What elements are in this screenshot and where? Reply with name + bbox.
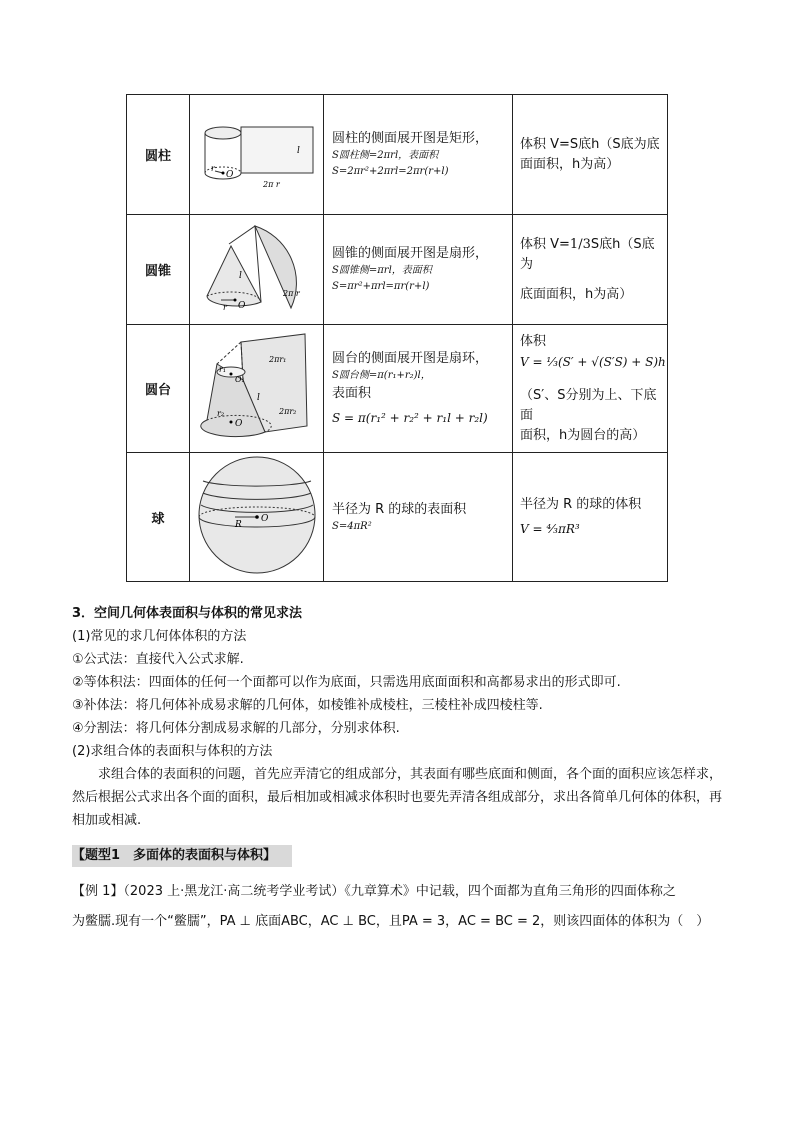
table-row-frustum [127, 325, 668, 453]
svg-text:R: R [234, 520, 242, 530]
svg-text:r₂: r₂ [216, 408, 224, 418]
table-row-cylinder [127, 95, 668, 215]
svg-text:2πr₁: 2πr₁ [268, 354, 286, 364]
solid-name: 圆台 [127, 325, 190, 453]
svg-text:r: r [222, 302, 227, 312]
method-item: ①公式法：直接代入公式求解. [72, 652, 244, 667]
solid-name: 圆锥 [127, 215, 190, 325]
cylinder-figure [190, 95, 324, 215]
paragraph: 求组合体的表面积的问题，首先应弄清它的组成部分，其表面有哪些底面和侧面，各个面的面积应该怎样求，然后根据公式求出各个面的面积，最后相加或相减求体积时也要先弄清各组成部分，求出各简单几何体的体积，再相加或相减. [72, 767, 723, 828]
table-row-cone [127, 215, 668, 325]
section-3 [72, 602, 727, 832]
svg-text:l: l [256, 392, 260, 403]
example-line: 为鳖臑.现有一个“鳖臑”，PA ⊥ 底面ABC，AC ⊥ BC，且PA = 3，AC = BC = 2，则该四面体的体积为（ ） [72, 914, 710, 929]
sphere-figure [190, 453, 324, 582]
surface-area-cell: 半径为 R 的球的表面积 S=4πR² [324, 453, 513, 582]
section-banner: 【题型1 多面体的表面积与体积】 [72, 845, 292, 867]
frustum-figure [190, 325, 324, 453]
solid-name: 球 [127, 453, 190, 582]
table-row-sphere [127, 453, 668, 582]
surface-area-cell: 圆锥的侧面展开图是扇形， S圆锥侧=πrl，表面积 S=πr²+πrl=πr(r+l) [324, 215, 513, 325]
svg-text:r: r [210, 163, 215, 173]
volume-cell: 体积 V=1/3S底h（S底为 底面面积，h为高） [513, 215, 668, 325]
svg-text:O: O [234, 418, 242, 429]
surface-area-cell: 圆柱的侧面展开图是矩形， S圆柱侧=2πrl，表面积 S=2πr²+2πrl=2πr(r+l) [324, 95, 513, 215]
volume-cell: 体积 V=S底h（S底为底面面积，h为高） [513, 95, 668, 215]
svg-text:O: O [237, 300, 245, 311]
svg-text:l: l [238, 270, 242, 281]
svg-text:r₁: r₁ [218, 364, 226, 374]
volume-cell: 体积 V = ⅓(S′ + √(S′S) + S)h （S′、S分别为上、下底面 面积，h为圆台的高） [513, 325, 668, 453]
section-title: 3．空间几何体表面积与体积的常见求法 [72, 606, 303, 621]
svg-text:O₁: O₁ [234, 374, 245, 384]
method-item: ②等体积法：四面体的任何一个面都可以作为底面，只需选用底面面积和高都易求出的形式即可. [72, 675, 621, 690]
surface-area-cell: 圆台的侧面展开图是扇环， S圆台侧=π(r₁+r₂)l， 表面积 S = π(r₁² + r₂² + r₁l + r₂l) [324, 325, 513, 453]
example-1 [72, 877, 727, 937]
subheading-2: (2)求组合体的表面积与体积的方法 [72, 744, 273, 759]
cone-figure [190, 215, 324, 325]
example-line: 【例 1】（2023 上·黑龙江·高二统考学业考试）《九章算术》中记载，四个面都为直角三角形的四面体称之 [72, 884, 676, 899]
svg-text:O: O [225, 169, 233, 180]
label-l: l [296, 145, 300, 156]
method-item: ③补体法：将几何体补成易求解的几何体，如棱锥补成棱柱，三棱柱补成四棱柱等. [72, 698, 543, 713]
svg-text:O: O [260, 514, 268, 524]
svg-text:2πr₂: 2πr₂ [278, 406, 296, 416]
formula-table [126, 94, 668, 582]
solid-name: 圆柱 [127, 95, 190, 215]
subheading-1: (1)常见的求几何体体积的方法 [72, 629, 247, 644]
volume-cell: 半径为 R 的球的体积 V = ⁴⁄₃πR³ [513, 453, 668, 582]
svg-text:2π r: 2π r [282, 288, 300, 298]
svg-text:2π r: 2π r [262, 179, 280, 189]
method-item: ④分割法：将几何体分割成易求解的几部分，分别求体积. [72, 721, 400, 736]
